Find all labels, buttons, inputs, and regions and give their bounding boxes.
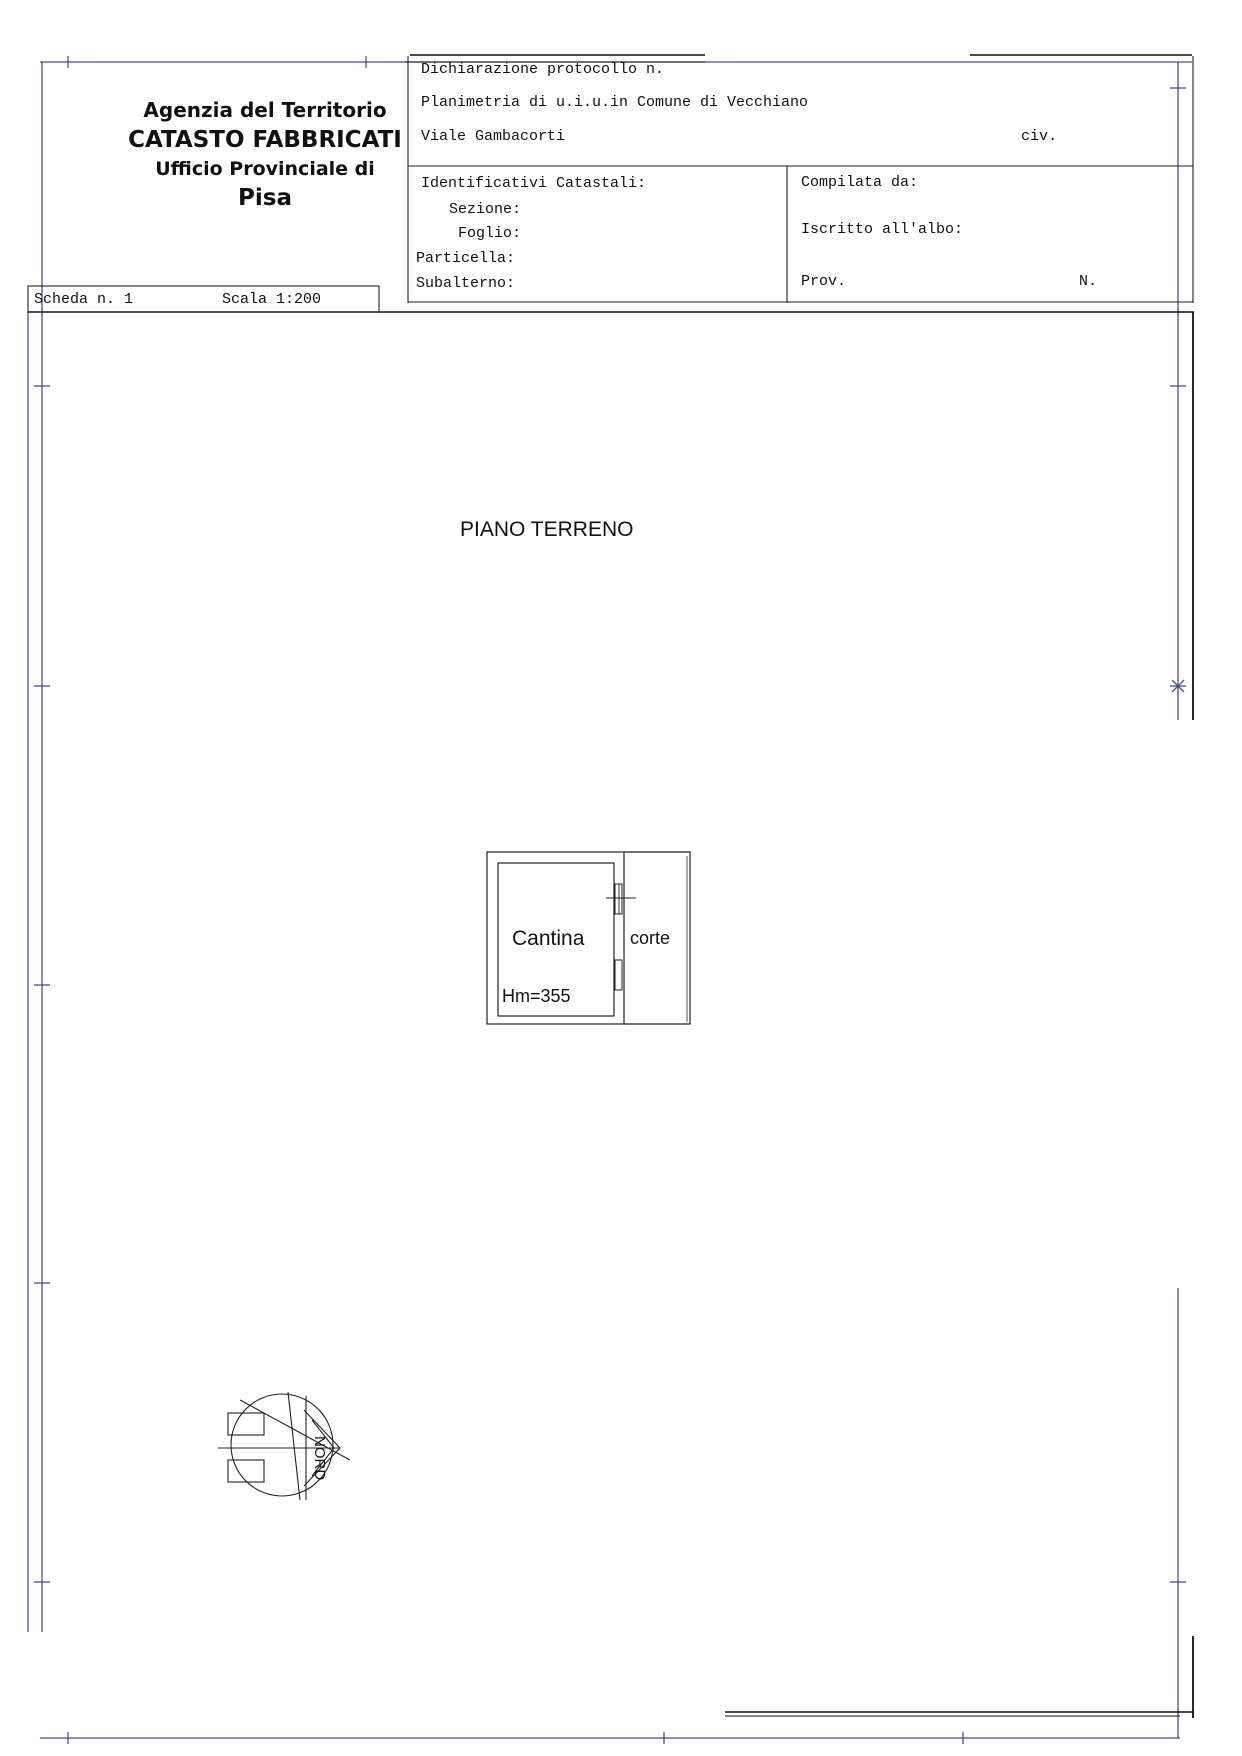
registered-label: Iscritto all'albo: bbox=[801, 221, 964, 238]
north-label: NORD bbox=[311, 1436, 328, 1481]
parcel-label: Particella: bbox=[416, 250, 516, 267]
section-label: Sezione: bbox=[449, 201, 522, 218]
sheet-number: Scheda n. 1 bbox=[34, 291, 134, 308]
scale-label: Scala 1:200 bbox=[222, 291, 322, 308]
civic-number-label: civ. bbox=[1021, 128, 1058, 145]
subordinate-label: Subalterno: bbox=[416, 275, 516, 292]
sheet-label: Foglio: bbox=[458, 225, 522, 242]
number-label: N. bbox=[1079, 273, 1098, 290]
north-arrow-symbol bbox=[218, 1392, 350, 1500]
compiled-by-label: Compilata da: bbox=[801, 174, 919, 191]
office-label: Ufficio Provinciale di bbox=[155, 158, 375, 180]
protocol-declaration: Dichiarazione protocollo n. bbox=[421, 61, 665, 78]
street-address: Viale Gambacorti bbox=[421, 128, 566, 145]
agency-block bbox=[100, 100, 430, 210]
room-name: Cantina bbox=[512, 927, 585, 950]
cadastral-identifiers-label: Identificativi Catastali: bbox=[421, 175, 647, 192]
agency-name: Agenzia del Territorio bbox=[143, 98, 387, 122]
room-height: Hm=355 bbox=[502, 986, 571, 1006]
planimetry-municipality: Planimetria di u.i.u.in Comune di Vecchiano bbox=[421, 94, 809, 111]
province-label: Prov. bbox=[801, 273, 847, 290]
office-city: Pisa bbox=[238, 185, 292, 211]
court-name: corte bbox=[630, 928, 671, 948]
registry-name: CATASTO FABBRICATI bbox=[128, 127, 402, 153]
floor-title: PIANO TERRENO bbox=[460, 518, 634, 541]
